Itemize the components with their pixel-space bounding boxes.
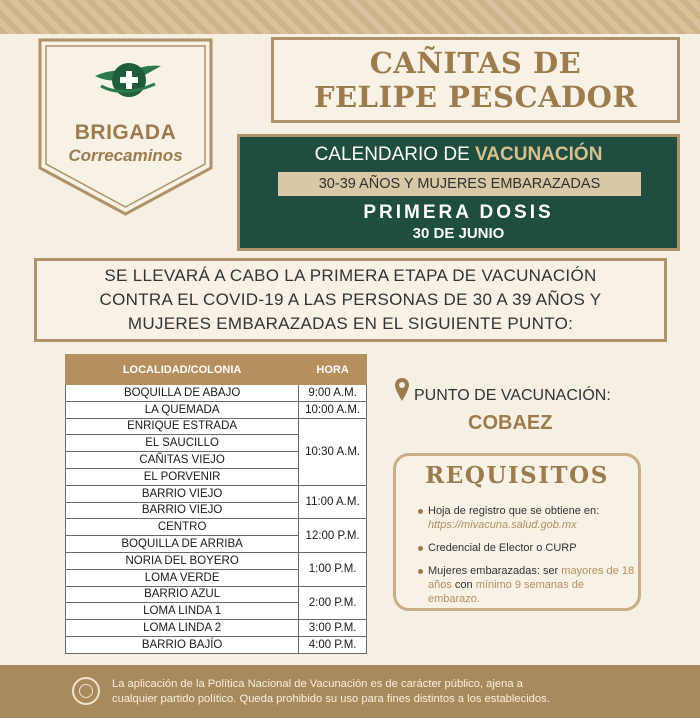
table-row: [66, 552, 367, 569]
footer-disclaimer: [112, 677, 672, 707]
requisito-3-text-c: con: [454, 579, 473, 591]
calendar-date: 30 DE JUNIO: [412, 225, 505, 242]
hora-cell: 10:30 A.M.: [299, 418, 367, 485]
bullet-icon: [418, 569, 423, 574]
header-localidad: LOCALIDAD/COLONIA: [66, 355, 299, 385]
localidad-cell: EL PORVENIR: [66, 468, 299, 485]
requisito-3-highlight-weeks: mínimo 9 semanas de embarazo.: [428, 579, 584, 605]
localidad-cell: LA QUEMADA: [66, 401, 299, 418]
requisito-item-3: [418, 564, 636, 606]
localidad-cell: BARRIO VIEJO: [66, 502, 299, 519]
requisito-item-2: [418, 541, 636, 555]
badge-correcaminos-label: Correcaminos: [68, 146, 183, 165]
requisito-2-text: Credencial de Elector o CURP: [428, 542, 577, 554]
roadrunner-icon: [93, 46, 163, 104]
hora-cell: 11:00 A.M.: [299, 485, 367, 519]
schedule-table: [65, 354, 367, 654]
requisito-3-highlight-age: mayores de 18 años: [428, 565, 635, 591]
table-row: [66, 485, 367, 502]
location-pin-icon: [394, 377, 410, 403]
localidad-cell: EL SAUCILLO: [66, 435, 299, 452]
bullet-icon: [418, 509, 423, 514]
badge-brigada-label: BRIGADA: [74, 121, 177, 144]
localidad-cell: BOQUILLA DE ABAJO: [66, 385, 299, 402]
localidad-cell: LOMA VERDE: [66, 569, 299, 586]
hora-cell: 9:00 A.M.: [299, 385, 367, 402]
punto-label: PUNTO DE VACUNACIÓN:: [414, 387, 611, 404]
intro-line-3: MUJERES EMBARAZADAS EN EL SIGUIENTE PUNTO:: [127, 314, 574, 333]
title-line-1: CAÑITAS DE: [369, 46, 582, 80]
calendar-group-band: 30-39 AÑOS Y MUJERES EMBARAZADAS: [278, 172, 641, 196]
footer-band: [0, 665, 700, 718]
bullet-icon: [418, 546, 423, 551]
disclaimer-line-1: La aplicación de la Política Nacional de Vacunación es de carácter público, ajena a: [112, 678, 523, 690]
calendar-title: [240, 144, 677, 166]
requisitos-box: [393, 453, 641, 611]
table-row: [66, 418, 367, 435]
localidad-cell: LOMA LINDA 2: [66, 620, 299, 637]
disclaimer-line-2: cualquier partido político. Queda prohibido su uso para fines distintos a los establecidos.: [112, 693, 550, 705]
hora-cell: 12:00 P.M.: [299, 519, 367, 553]
table-row: [66, 401, 367, 418]
localidad-cell: CENTRO: [66, 519, 299, 536]
punto-value: COBAEZ: [468, 412, 553, 434]
location-title-box: [271, 37, 680, 123]
calendar-title-highlight: VACUNACIÓN: [475, 144, 603, 165]
requisitos-title: REQUISITOS: [425, 462, 609, 489]
table-row: [66, 586, 367, 603]
localidad-cell: BARRIO VIEJO: [66, 485, 299, 502]
requisito-1-text: Hoja de registro que se obtiene en:: [428, 505, 600, 517]
table-row: [66, 620, 367, 637]
header-hora: HORA: [299, 355, 367, 385]
table-row: [66, 385, 367, 402]
localidad-cell: LOMA LINDA 1: [66, 603, 299, 620]
localidad-cell: BARRIO AZUL: [66, 586, 299, 603]
table-row: [66, 636, 367, 653]
requisitos-list: [418, 504, 636, 615]
brigada-badge: [38, 38, 213, 216]
localidad-cell: ENRIQUE ESTRADA: [66, 418, 299, 435]
vacuna-link[interactable]: https://mivacuna.salud.gob.mx: [428, 519, 577, 531]
hora-cell: 1:00 P.M.: [299, 552, 367, 586]
localidad-cell: CAÑITAS VIEJO: [66, 452, 299, 469]
localidad-cell: BOQUILLA DE ARRIBA: [66, 536, 299, 553]
localidad-cell: NORIA DEL BOYERO: [66, 552, 299, 569]
localidad-cell: BARRIO BAJÍO: [66, 636, 299, 653]
intro-line-1: SE LLEVARÁ A CABO LA PRIMERA ETAPA DE VACUNACIÓN: [104, 266, 597, 285]
title-line-2: FELIPE PESCADOR: [313, 80, 638, 114]
hora-cell: 3:00 P.M.: [299, 620, 367, 637]
requisito-item-1: [418, 504, 636, 532]
calendar-title-prefix: CALENDARIO DE: [314, 144, 476, 165]
calendar-dose: PRIMERA DOSIS: [363, 202, 554, 223]
calendar-box: [237, 134, 680, 251]
intro-line-2: CONTRA EL COVID-19 A LAS PERSONAS DE 30 A 39 AÑOS Y: [99, 290, 602, 309]
hora-cell: 10:00 A.M.: [299, 401, 367, 418]
intro-box: [34, 258, 667, 342]
decorative-top-band: [0, 0, 700, 34]
table-row: [66, 519, 367, 536]
government-seal-icon: [72, 677, 100, 705]
requisito-3-text-a: Mujeres embarazadas: ser: [428, 565, 559, 577]
hora-cell: 2:00 P.M.: [299, 586, 367, 620]
hora-cell: 4:00 P.M.: [299, 636, 367, 653]
table-header-row: [66, 355, 367, 385]
